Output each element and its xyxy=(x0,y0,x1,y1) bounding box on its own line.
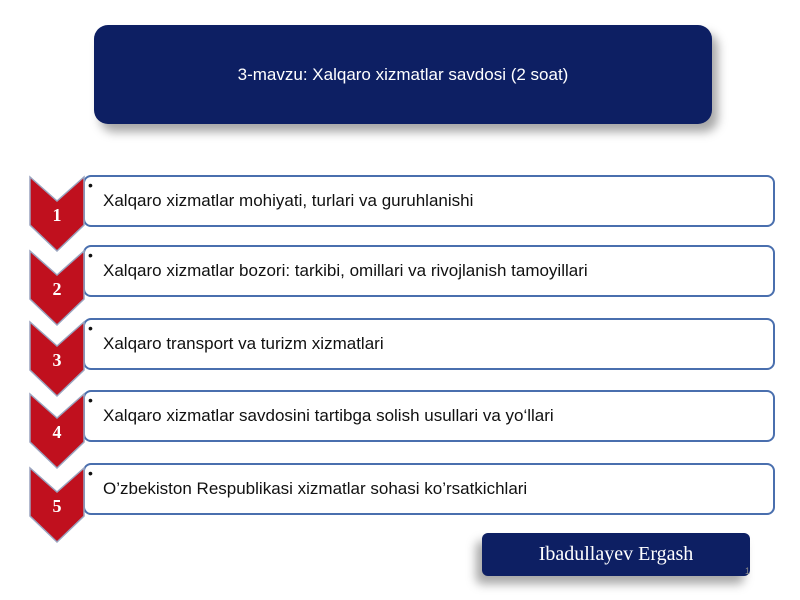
list-item-text: Xalqaro transport va turizm xizmatlari xyxy=(103,334,384,353)
list-item-text: Xalqaro xizmatlar mohiyati, turlari va guruhlanishi xyxy=(103,191,474,210)
step-number: 5 xyxy=(52,496,62,516)
list-item-4 xyxy=(83,390,775,442)
chevron-4 xyxy=(28,392,86,470)
list-item-text: Xalqaro xizmatlar savdosini tartibga solish usullari va yo‘llari xyxy=(103,406,554,425)
chevron-3 xyxy=(28,320,86,398)
author-label: Ibadullayev Ergash xyxy=(482,533,750,576)
bullet-icon: • xyxy=(88,320,93,336)
page-number: 1 xyxy=(745,566,751,576)
list-item-text: O’zbekiston Respublikasi xizmatlar sohasi ko’rsatkichlari xyxy=(103,479,528,498)
list-item-1 xyxy=(83,175,775,227)
bullet-icon: • xyxy=(88,465,93,481)
chevron-2 xyxy=(28,249,86,327)
list-item-2 xyxy=(83,245,775,297)
list-item-5 xyxy=(83,463,775,515)
bullet-icon: • xyxy=(88,247,93,263)
slide-title: 3-mavzu: Xalqaro xizmatlar savdosi (2 soat) xyxy=(94,25,712,124)
step-number: 1 xyxy=(52,205,62,225)
bullet-icon: • xyxy=(88,177,93,193)
chevron-5 xyxy=(28,466,86,544)
bullet-icon: • xyxy=(88,392,93,408)
list-item-text: Xalqaro xizmatlar bozori: tarkibi, omillari va rivojlanish tamoyillari xyxy=(103,261,588,280)
step-number: 3 xyxy=(52,350,62,370)
step-number: 2 xyxy=(52,279,62,299)
chevron-1 xyxy=(28,175,86,253)
list-item-3 xyxy=(83,318,775,370)
step-number: 4 xyxy=(52,422,62,442)
